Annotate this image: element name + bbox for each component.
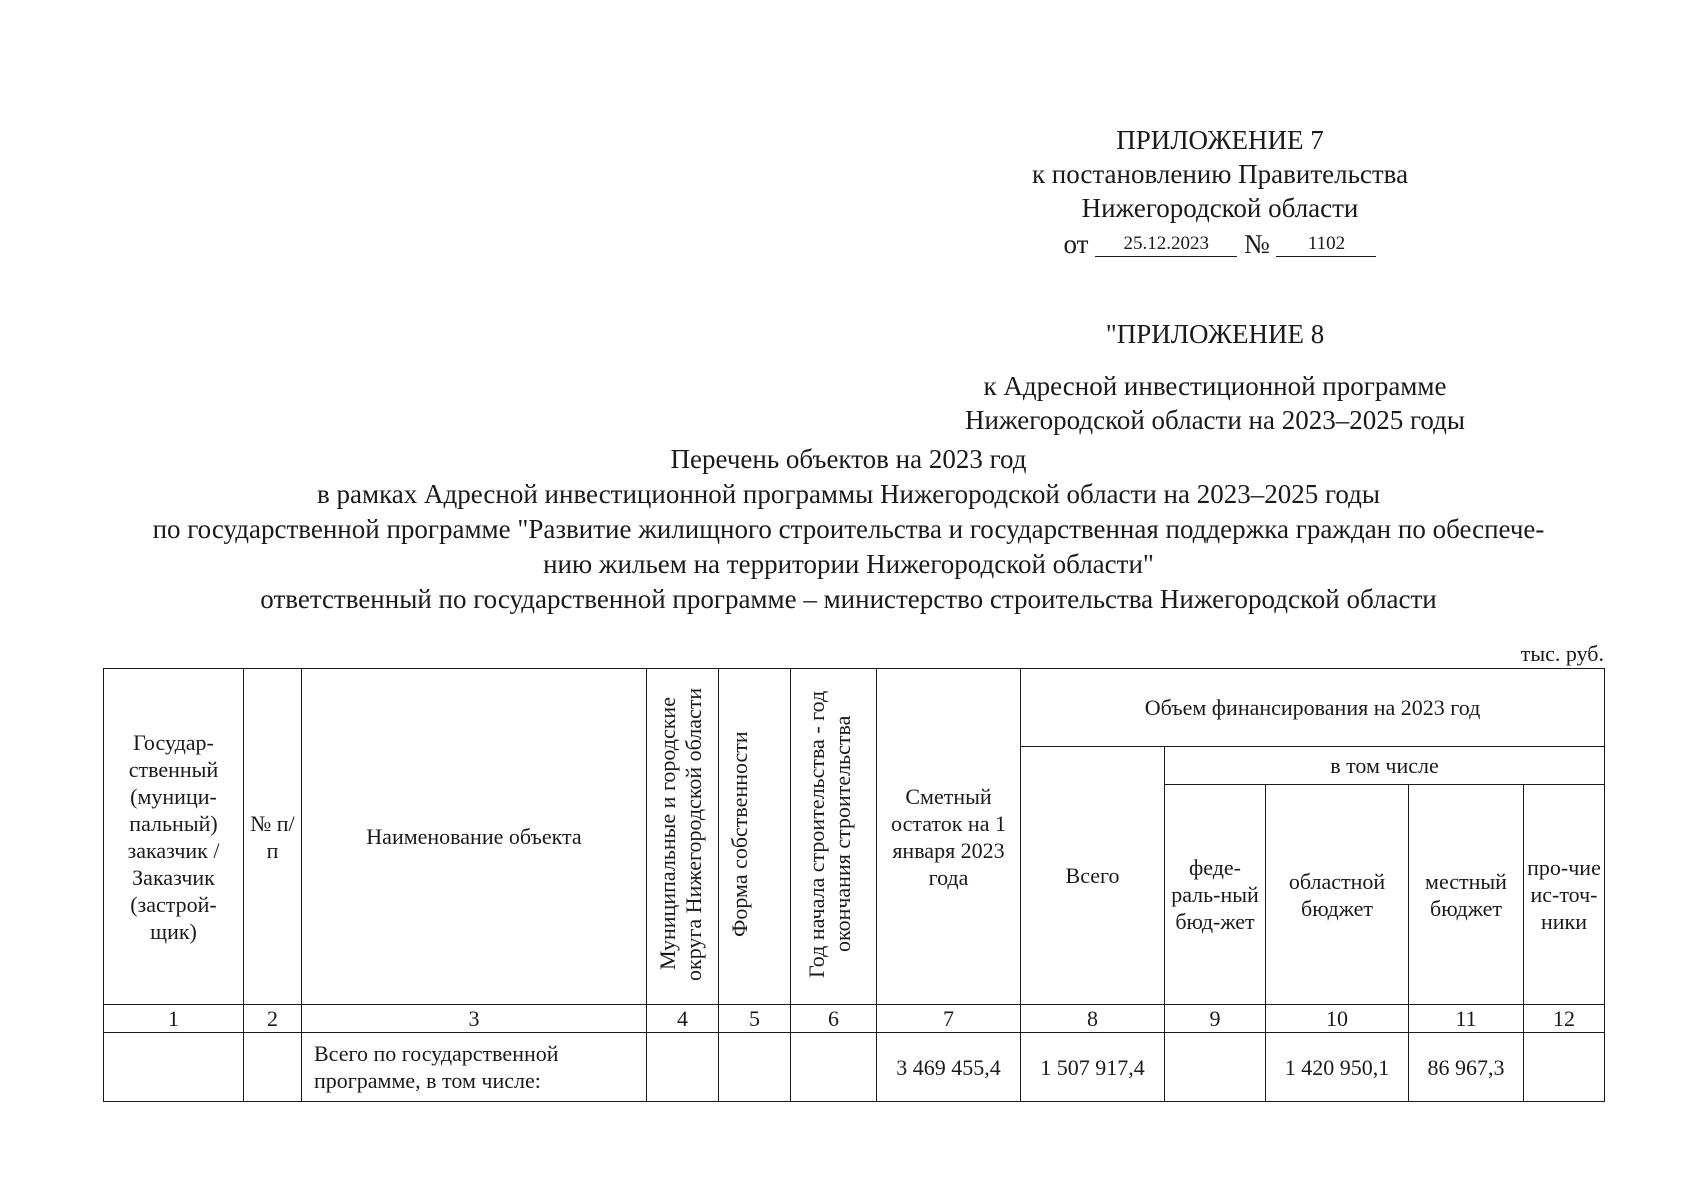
column-number: 5 (719, 1005, 791, 1033)
column-number: 10 (1266, 1005, 1409, 1033)
date-prefix: от (1063, 229, 1089, 259)
column-number: 9 (1165, 1005, 1266, 1033)
header-total: Всего (1021, 747, 1165, 1005)
column-number: 1 (104, 1005, 244, 1033)
header-federal: феде-раль-ный бюд-жет (1165, 785, 1266, 1005)
column-number: 4 (647, 1005, 719, 1033)
column-number: 12 (1524, 1005, 1605, 1033)
cell-customer (104, 1033, 244, 1102)
header-other: про-чие ис-точ-ники (1524, 785, 1605, 1005)
column-number: 7 (877, 1005, 1021, 1033)
objects-table (103, 668, 1605, 1102)
decree-number: 1102 (1276, 232, 1376, 257)
title-line2: в рамках Адресной инвестиционной программы Нижегородской области на 2023–2025 годы (317, 479, 1380, 509)
appendix-line1: к постановлению Правительства (1031, 159, 1409, 189)
cell-number (244, 1033, 302, 1102)
header-customer: Государ-ственный (муници-пальный) заказчик / Заказчик (застрой-щик) (104, 669, 244, 1005)
column-number: 6 (791, 1005, 877, 1033)
document-title (60, 442, 1637, 617)
header-funding-group: Объем финансирования на 2023 год (1021, 669, 1605, 747)
decree-date: 25.12.2023 (1095, 232, 1237, 257)
cell-remaining: 3 469 455,4 (877, 1033, 1021, 1102)
cell-regional: 1 420 950,1 (1266, 1033, 1409, 1102)
appendix-line2: Нижегородской области (1081, 193, 1359, 223)
program-appendix-header (945, 317, 1485, 437)
header-object-name: Наименование объекта (302, 669, 647, 1005)
program-appendix-line2: Нижегородской области на 2023–2025 годы (965, 405, 1465, 435)
cell-ownership (719, 1033, 791, 1102)
column-number: 3 (302, 1005, 647, 1033)
title-line4: нию жильем на территории Нижегородской области" (543, 549, 1154, 579)
cell-total: 1 507 917,4 (1021, 1033, 1165, 1102)
title-line5: ответственный по государственной программе – министерство строительства Нижегородской области (260, 584, 1437, 614)
cell-years (791, 1033, 877, 1102)
appendix-title: ПРИЛОЖЕНИЕ 7 (1116, 125, 1324, 155)
units-label: тыс. руб. (1520, 641, 1604, 666)
header-including: в том числе (1165, 747, 1605, 785)
column-number: 8 (1021, 1005, 1165, 1033)
title-line3: по государственной программе "Развитие жилищного строительства и государственная поддержка граждан по обеспече- (152, 514, 1545, 544)
header-regional: областной бюджет (1266, 785, 1409, 1005)
cell-federal (1165, 1033, 1266, 1102)
program-appendix-title: "ПРИЛОЖЕНИЕ 8 (1105, 319, 1325, 349)
cell-municipality (647, 1033, 719, 1102)
header-remaining: Сметный остаток на 1 января 2023 года (877, 669, 1021, 1005)
number-prefix: № (1243, 229, 1270, 259)
cell-other (1524, 1033, 1605, 1102)
column-number: 11 (1409, 1005, 1524, 1033)
header-number: № п/п (244, 669, 302, 1005)
header-ownership: Форма собственности (719, 669, 791, 1005)
appendix-date-line (1000, 227, 1440, 261)
appendix-header (1000, 123, 1440, 261)
header-local: местный бюджет (1409, 785, 1524, 1005)
column-number-row (104, 1005, 1605, 1033)
table-row (104, 1033, 1605, 1102)
cell-local: 86 967,3 (1409, 1033, 1524, 1102)
program-appendix-line1: к Адресной инвестиционной программе (983, 371, 1447, 401)
header-years: Год начала строительства - год окончания строительства (791, 669, 877, 1005)
title-line1: Перечень объектов на 2023 год (670, 444, 1027, 474)
cell-object-name: Всего по государственной программе, в том числе: (302, 1033, 647, 1102)
column-number: 2 (244, 1005, 302, 1033)
header-municipality: Муниципальные и городские округа Нижегородской области (647, 669, 719, 1005)
